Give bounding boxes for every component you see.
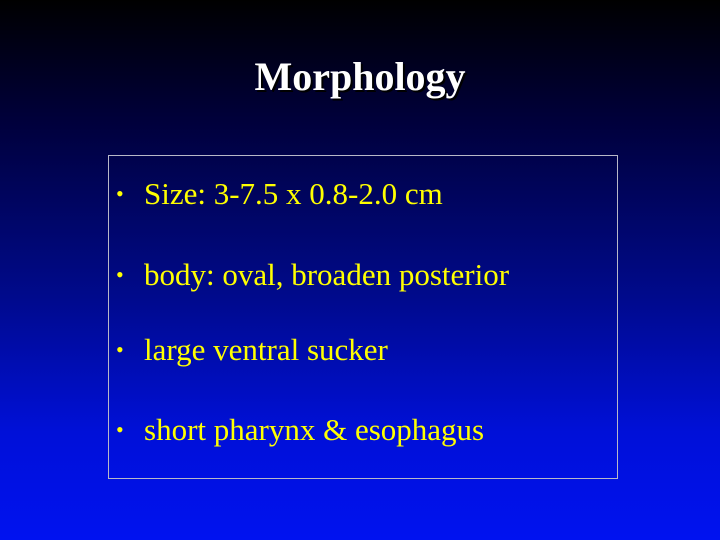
bullet-icon: • xyxy=(116,262,124,287)
bullet-text: Size: 3-7.5 x 0.8-2.0 cm xyxy=(144,176,443,211)
bullet-text: short pharynx & esophagus xyxy=(144,412,485,447)
bullet-text: body: oval, broaden posterior xyxy=(144,257,510,292)
bullet-icon: • xyxy=(116,417,124,442)
content-box xyxy=(108,155,618,479)
bullet-text: large ventral sucker xyxy=(144,332,388,367)
bullet-item-size xyxy=(116,174,443,214)
bullet-icon: • xyxy=(116,181,124,206)
bullet-item-body xyxy=(116,255,509,295)
bullet-item-sucker xyxy=(116,330,388,370)
slide-title: Morphology xyxy=(254,54,466,99)
bullet-icon: • xyxy=(116,337,124,362)
bullet-item-pharynx xyxy=(116,410,484,450)
